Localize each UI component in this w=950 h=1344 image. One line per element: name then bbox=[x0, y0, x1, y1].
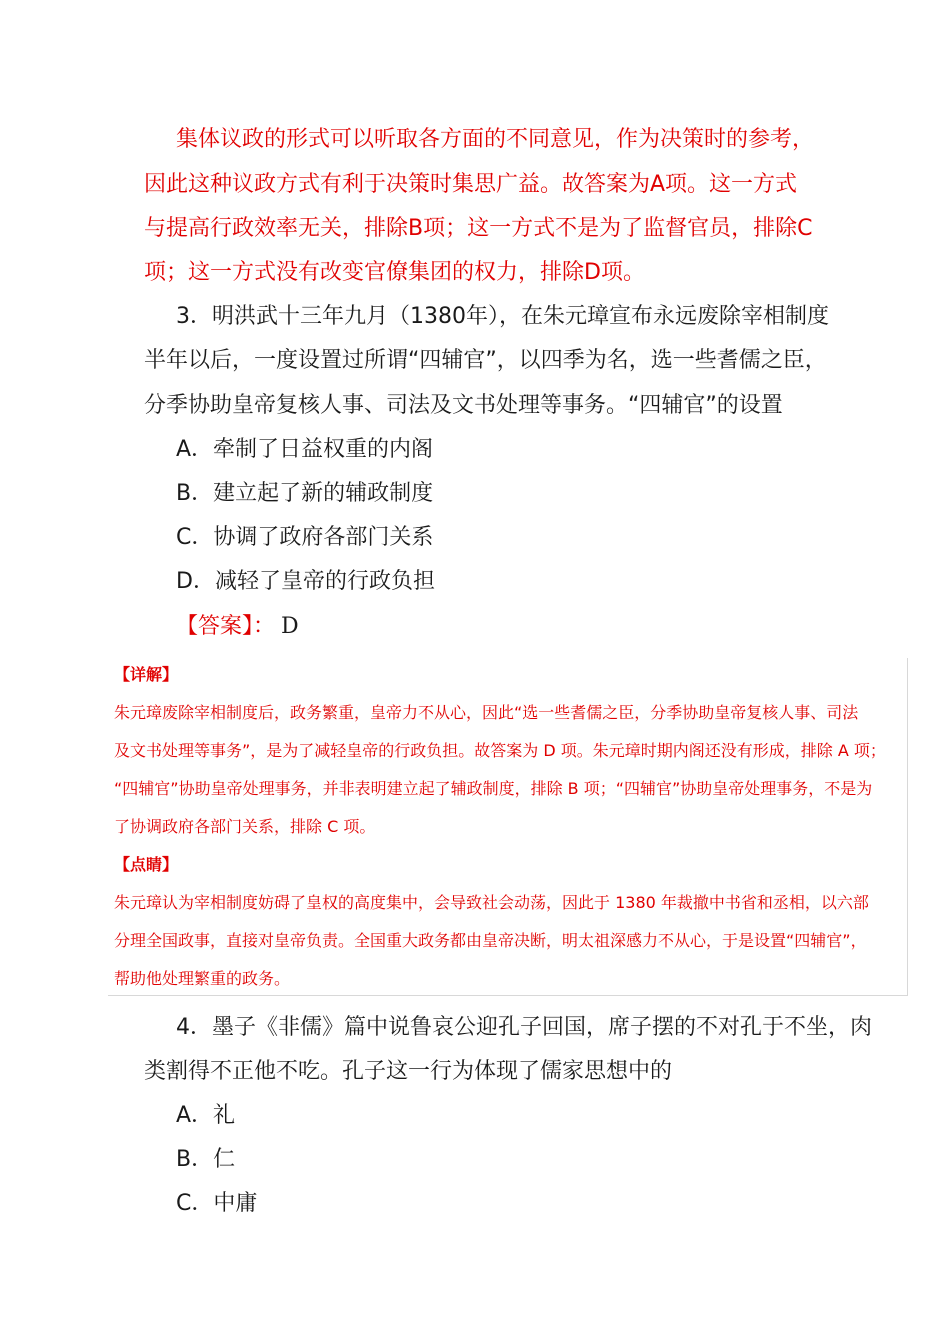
tip-line-1: 朱元璋认为宰相制度妨碍了皇权的高度集中，会导致社会动荡，因此于 1380 年裁撤中书省和丞相，以六部 bbox=[114, 893, 869, 912]
question4-option-b: B．仁 bbox=[176, 1147, 236, 1172]
question3-option-c: C．协调了政府各部门关系 bbox=[176, 525, 434, 550]
question4-option-a: A．礼 bbox=[176, 1103, 236, 1128]
question3-option-a: A．牵制了日益权重的内阁 bbox=[176, 437, 434, 462]
question4-stem-line-2: 类割得不正他不吃。孔子这一行为体现了儒家思想中的 bbox=[144, 1059, 673, 1084]
detail-heading: 【详解】 bbox=[114, 665, 179, 684]
question3-stem-line-1: 3．明洪武十三年九月（1380年），在朱元璋宣布永远废除宰相制度 bbox=[176, 304, 829, 329]
question3-stem-line-3: 分季协助皇帝复核人事、司法及文书处理等事务。“四辅官”的设置 bbox=[144, 393, 783, 418]
question3-stem-line-2: 半年以后，一度设置过所谓“四辅官”，以四季为名，选一些耆儒之臣， bbox=[144, 348, 827, 373]
detail-line-2: 及文书处理等事务”，是为了减轻皇帝的行政负担。故答案为 D 项。朱元璋时期内阁还没有形成，排除 A 项； bbox=[114, 741, 886, 760]
detail-line-1: 朱元璋废除宰相制度后，政务繁重，皇帝力不从心，因此“选一些耆儒之臣，分季协助皇帝复核人事、司法 bbox=[114, 703, 859, 722]
explanation-line-4: 项；这一方式没有改变官僚集团的权力，排除D项。 bbox=[144, 260, 645, 285]
detail-line-3: “四辅官”协助皇帝处理事务，并非表明建立起了辅政制度，排除 B 项；“四辅官”协助皇帝处理事务，不是为 bbox=[114, 779, 873, 798]
answer-value: D bbox=[281, 614, 299, 639]
tip-line-2: 分理全国政事，直接对皇帝负责。全国重大政务都由皇帝决断，明太祖深感力不从心，于是设置“四辅官”， bbox=[114, 931, 867, 950]
tip-line-3: 帮助他处理繁重的政务。 bbox=[114, 969, 291, 988]
detail-line-4: 了协调政府各部门关系，排除 C 项。 bbox=[114, 817, 376, 836]
explanation-line-2: 因此这种议政方式有利于决策时集思广益。故答案为A项。这一方式 bbox=[144, 172, 798, 197]
question3-option-b: B．建立起了新的辅政制度 bbox=[176, 481, 434, 506]
question3-option-d: D．减轻了皇帝的行政负担 bbox=[176, 569, 435, 594]
question4-option-c: C．中庸 bbox=[176, 1191, 258, 1216]
question4-stem-line-1: 4．墨子《非儒》篇中说鲁哀公迎孔子回国，席子摆的不对孔于不坐，肉 bbox=[176, 1015, 872, 1040]
answer-label: 【答案】： bbox=[176, 614, 276, 639]
question3-answer bbox=[176, 613, 299, 641]
answer-detail-box bbox=[108, 658, 908, 996]
explanation-line-1: 集体议政的形式可以听取各方面的不同意见，作为决策时的参考， bbox=[176, 127, 815, 152]
explanation-line-3: 与提高行政效率无关，排除B项；这一方式不是为了监督官员，排除C bbox=[144, 216, 813, 241]
tip-heading: 【点睛】 bbox=[114, 855, 179, 874]
